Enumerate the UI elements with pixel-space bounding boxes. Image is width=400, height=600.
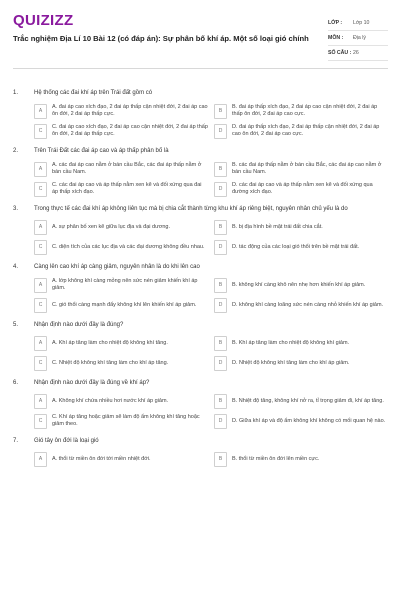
options-grid xyxy=(34,451,388,467)
meta-value: Lớp 10 xyxy=(353,20,370,26)
option-letter-box: B xyxy=(214,394,227,409)
question-text: Trên Trái Đất các đai áp cao và áp thấp phân bố là xyxy=(34,148,169,154)
option-text: B. thổi từ miền ôn đới lên miền cực. xyxy=(232,455,320,462)
option-text: B. Khí áp tăng làm cho nhiệt độ không khí giảm. xyxy=(232,339,350,346)
header xyxy=(13,12,388,64)
option-text: C. Nhiệt độ không khí tăng làm cho khí áp tăng. xyxy=(52,359,169,366)
option-letter-box: D xyxy=(214,356,227,371)
option-c[interactable] xyxy=(34,355,208,371)
option-d[interactable] xyxy=(214,297,388,313)
option-c[interactable] xyxy=(34,181,208,197)
option-text: C. đai áp cao xích đạo, 2 đai áp cao cận nhiệt đới, 2 đai áp thấp ôn đới, 2 đai áp thấp cực. xyxy=(52,124,208,137)
meta-value: Địa lý xyxy=(353,35,366,41)
option-d[interactable] xyxy=(214,239,388,255)
option-a[interactable] xyxy=(34,161,208,177)
option-letter-box: B xyxy=(214,336,227,351)
meta-box xyxy=(328,16,388,61)
options-grid xyxy=(34,219,388,255)
option-b[interactable] xyxy=(214,451,388,467)
question-5 xyxy=(13,321,388,371)
meta-row-class xyxy=(328,16,388,31)
option-a[interactable] xyxy=(34,219,208,235)
question-text: Hệ thống các đai khí áp trên Trái đất gồm có xyxy=(34,90,153,96)
option-text: B. không khí càng khô nên nhẹ hơn khiến khí áp giảm. xyxy=(232,281,366,288)
option-text: B. các đai áp thấp nằm ở bán cầu Bắc, các đai áp cao nằm ở bán cầu Nam. xyxy=(232,162,382,175)
question-2 xyxy=(13,147,388,197)
option-text: B. đai áp thấp xích đạo, 2 đai áp cao cận nhiệt đới, 2 đai áp thấp ôn đới, 2 đai áp cao cực. xyxy=(232,104,378,117)
option-letter-box: B xyxy=(214,162,227,177)
options-grid xyxy=(34,393,388,429)
option-d[interactable] xyxy=(214,413,388,429)
question-header xyxy=(13,89,388,97)
option-b[interactable] xyxy=(214,219,388,235)
option-d[interactable] xyxy=(214,355,388,371)
options-grid xyxy=(34,277,388,313)
question-header xyxy=(13,437,388,445)
options-grid xyxy=(34,161,388,197)
option-text: C. gió thổi càng mạnh đẩy không khí lên khiến khí áp giảm. xyxy=(52,301,197,308)
option-text: B. bị địa hình bề mặt trái đất chia cắt. xyxy=(232,223,323,230)
question-text: Càng lên cao khí áp càng giảm, nguyên nhân là do khi lên cao xyxy=(34,264,200,270)
question-header xyxy=(13,147,388,155)
meta-row-count xyxy=(328,46,388,61)
option-d[interactable] xyxy=(214,181,388,197)
option-b[interactable] xyxy=(214,277,388,293)
option-letter-box: B xyxy=(214,278,227,293)
option-text: D. các đai áp cao và áp thấp nằm xen kẽ và đối xứng qua đường xích đạo. xyxy=(232,182,373,195)
question-number: 5. xyxy=(13,322,19,328)
question-4 xyxy=(13,263,388,313)
option-text: B. Nhiệt độ tăng, không khí nở ra, tỉ trọng giảm đi, khí áp tăng. xyxy=(232,397,384,404)
option-letter-box: B xyxy=(214,104,227,119)
page-title: Trắc nghiệm Địa Lí 10 Bài 12 (có đáp án): Sự phân bố khí áp. Một số loại gió chính xyxy=(13,34,309,43)
option-a[interactable] xyxy=(34,277,208,293)
option-text: A. Khí áp tăng làm cho nhiệt độ không khí tăng. xyxy=(52,339,168,346)
question-header xyxy=(13,321,388,329)
question-text: Trong thực tế các đai khí áp không liên tục mà bị chia cắt thành từng khu khí áp riêng biệt, nguyên nhân chủ yếu là do xyxy=(34,206,348,212)
question-number: 4. xyxy=(13,264,19,270)
option-text: A. Không khí chứa nhiều hơi nước khí áp giảm. xyxy=(52,397,169,404)
option-b[interactable] xyxy=(214,335,388,351)
options-grid xyxy=(34,103,388,139)
question-6 xyxy=(13,379,388,429)
meta-row-subject xyxy=(328,31,388,46)
question-1 xyxy=(13,89,388,139)
option-letter-box: A xyxy=(34,162,47,177)
option-letter-box: C xyxy=(34,240,47,255)
meta-label: MÔN : xyxy=(328,35,344,41)
option-c[interactable] xyxy=(34,413,208,429)
option-letter-box: C xyxy=(34,124,47,139)
option-b[interactable] xyxy=(214,103,388,119)
option-letter-box: C xyxy=(34,298,47,313)
option-d[interactable] xyxy=(214,123,388,139)
option-letter-box: D xyxy=(214,182,227,197)
question-text: Nhận định nào dưới đây là đúng về khí áp? xyxy=(34,380,150,386)
option-a[interactable] xyxy=(34,451,208,467)
option-text: D. Nhiệt độ không khí tăng làm cho khí áp giảm. xyxy=(232,359,350,366)
option-letter-box: A xyxy=(34,220,47,235)
option-a[interactable] xyxy=(34,335,208,351)
option-letter-box: C xyxy=(34,356,47,371)
option-text: D. Giữa khí áp và độ ẩm không khí không có mối quan hệ nào. xyxy=(232,417,386,424)
option-letter-box: C xyxy=(34,414,47,429)
question-number: 2. xyxy=(13,148,19,154)
option-text: C. diện tích của các lục địa và các đại dương không đều nhau. xyxy=(52,243,205,250)
option-a[interactable] xyxy=(34,393,208,409)
option-c[interactable] xyxy=(34,123,208,139)
option-letter-box: B xyxy=(214,220,227,235)
option-text: A. các đai áp cao nằm ở bán cầu Bắc, các đai áp thấp nằm ở bán cầu Nam. xyxy=(52,162,202,175)
option-letter-box: D xyxy=(214,414,227,429)
question-header xyxy=(13,379,388,387)
option-text: A. sự phân bố xen kẽ giữa lục địa và đại dương. xyxy=(52,223,171,230)
option-letter-box: B xyxy=(214,452,227,467)
option-text: D. tác động của các loại gió thổi trên bề mặt trái đất. xyxy=(232,243,360,250)
option-letter-box: D xyxy=(214,124,227,139)
option-letter-box: A xyxy=(34,452,47,467)
header-divider xyxy=(13,68,388,69)
option-letter-box: A xyxy=(34,278,47,293)
question-number: 1. xyxy=(13,90,19,96)
question-header xyxy=(13,205,388,213)
option-letter-box: D xyxy=(214,240,227,255)
brand-logo: QUIZIZZ xyxy=(13,12,74,29)
meta-label: SỐ CÂU : xyxy=(328,50,352,56)
option-b[interactable] xyxy=(214,161,388,177)
option-text: C. Khí áp tăng hoặc giảm sẽ làm độ ẩm không khí tăng hoặc giảm theo. xyxy=(52,414,200,427)
option-letter-box: C xyxy=(34,182,47,197)
option-letter-box: D xyxy=(214,298,227,313)
meta-value: 26 xyxy=(353,50,359,56)
option-a[interactable] xyxy=(34,103,208,119)
question-header xyxy=(13,263,388,271)
option-c[interactable] xyxy=(34,239,208,255)
option-text: A. lớp không khí càng mỏng nên sức nén giảm khiến khí áp giảm. xyxy=(52,278,198,291)
question-number: 6. xyxy=(13,380,19,386)
option-text: C. các đai áp cao và áp thấp nằm xen kẽ và đối xứng qua đai áp thấp xích đạo. xyxy=(52,182,202,195)
option-text: D. không khí càng loãng sức nén càng nhỏ khiến khí áp giảm. xyxy=(232,301,384,308)
question-text: Nhận định nào dưới đây là đúng? xyxy=(34,322,124,328)
option-text: A. đai áp cao xích đạo, 2 đai áp thấp cận nhiệt đới, 2 đai áp cao ôn đới, 2 đai áp thấp cực. xyxy=(52,104,208,117)
options-grid xyxy=(34,335,388,371)
question-number: 7. xyxy=(13,438,19,444)
option-letter-box: A xyxy=(34,394,47,409)
option-b[interactable] xyxy=(214,393,388,409)
question-number: 3. xyxy=(13,206,19,212)
question-text: Gió tây ôn đới là loại gió xyxy=(34,438,99,444)
meta-label: LỚP : xyxy=(328,20,343,26)
option-text: A. thổi từ miền ôn đới tới miền nhiệt đới. xyxy=(52,455,151,462)
question-7 xyxy=(13,437,388,467)
option-letter-box: A xyxy=(34,104,47,119)
question-list xyxy=(13,89,388,467)
option-text: D. đai áp thấp xích đạo, 2 đai áp thấp cận nhiệt đới, 2 đai áp cao ôn đới, 2 đai áp cao cực. xyxy=(232,124,380,137)
question-3 xyxy=(13,205,388,255)
option-letter-box: A xyxy=(34,336,47,351)
option-c[interactable] xyxy=(34,297,208,313)
